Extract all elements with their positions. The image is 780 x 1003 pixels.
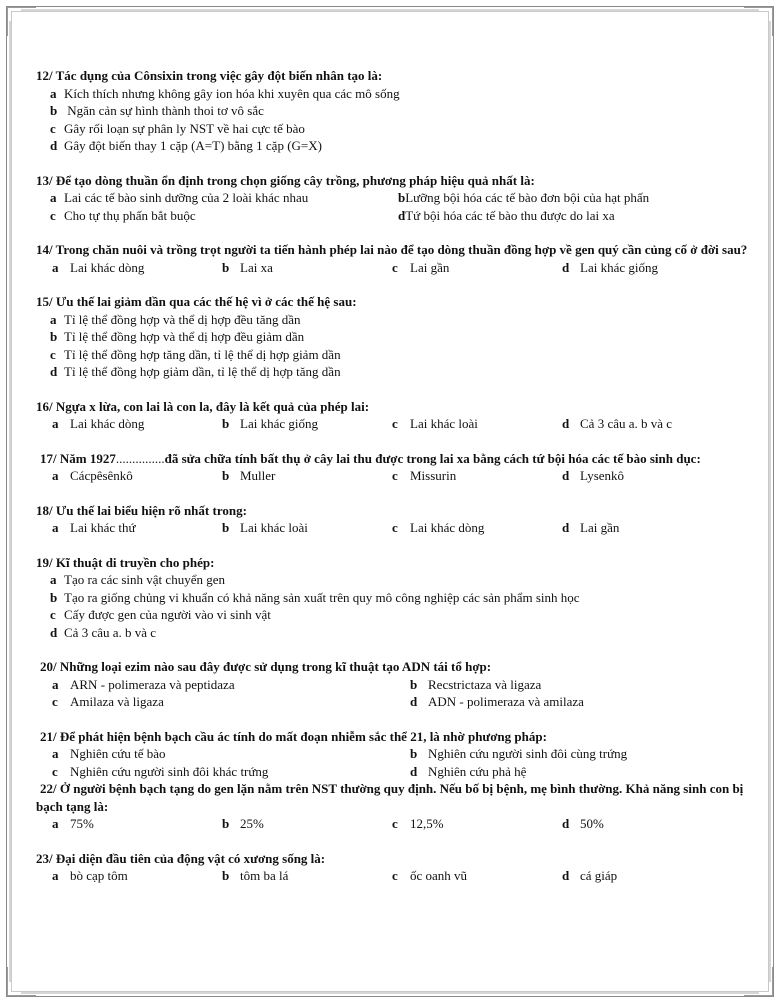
option-text: Tỉ lệ thể đồng hợp và thể dị hợp đều giảm dần [64, 329, 305, 344]
option-letter: c [50, 346, 56, 362]
question-15 [36, 293, 758, 381]
option-a[interactable] [36, 85, 758, 103]
option-a[interactable] [36, 571, 758, 589]
option-a[interactable] [36, 519, 206, 537]
option-letter: b [222, 259, 230, 275]
option-letter: d [562, 520, 570, 535]
blank-dots: ............... [115, 450, 165, 466]
option-b[interactable] [394, 676, 752, 694]
option-letter: d [50, 138, 58, 153]
question-21 [36, 728, 758, 781]
option-text: Lysenkô [580, 468, 625, 483]
option-a[interactable] [36, 815, 206, 833]
question-22 [36, 780, 758, 833]
option-b[interactable] [36, 589, 758, 607]
option-c[interactable] [36, 606, 758, 624]
option-text: Cấy được gen của người vào vi sinh vật [64, 607, 271, 622]
option-text: Lai gần [410, 259, 450, 275]
option-text: 75% [70, 816, 94, 831]
option-letter: b [50, 329, 58, 344]
option-letter: d [562, 468, 570, 483]
option-letter: b [222, 868, 230, 883]
question-title: 23/ Đại diện đầu tiên của động vật có xương sống là: [36, 850, 326, 866]
option-text: Kích thích nhưng không gây ion hóa khi xuyên qua các mô sống [64, 85, 400, 101]
option-text: Lai khác dòng [410, 520, 485, 535]
option-text: Tứ bội hóa các tế bào thu được do lai xa [405, 207, 615, 223]
question-17 [36, 450, 758, 485]
option-a[interactable] [36, 745, 394, 763]
option-c[interactable] [376, 415, 546, 433]
option-text: Lưỡng bội hóa các tế bào đơn bội của hạt phấn [405, 190, 650, 205]
option-d[interactable] [398, 207, 758, 225]
option-text: ốc oanh vũ [410, 868, 468, 883]
option-d[interactable] [394, 693, 752, 711]
border-edge [21, 9, 759, 11]
option-c[interactable] [376, 867, 546, 885]
question-title: 22/ Ở người bệnh bạch tạng do gen lặn nằm trên NST thường quy định. Nếu bố bị bệnh, mẹ bình thường. Khả năng sinh con bị bạch tạng là: [36, 781, 744, 814]
option-b[interactable] [206, 867, 376, 885]
option-text: Lai khác giống [580, 259, 658, 275]
title-part: đã sửa chữa tính bất thụ ở cây lai thu được trong lai xa bằng cách tứ bội hóa các tế bào sinh dục: [164, 450, 701, 466]
option-text: 25% [240, 816, 264, 831]
option-letter: b [222, 468, 230, 483]
option-letter: d [410, 763, 418, 779]
option-letter: b [222, 520, 230, 535]
title-part: 17/ Năm 1927 [40, 450, 116, 466]
option-letter: a [52, 468, 59, 483]
option-b[interactable] [36, 102, 758, 120]
option-letter: c [392, 416, 398, 431]
option-letter: d [562, 259, 570, 275]
option-letter: b [50, 103, 58, 118]
option-text: Muller [240, 468, 276, 483]
option-letter: d [50, 624, 58, 640]
option-d[interactable] [546, 467, 716, 485]
option-text: Lai khác dòng [70, 416, 145, 431]
option-text: Nghiên cứu người sinh đôi cùng trứng [428, 746, 628, 761]
question-title [36, 450, 758, 468]
border-edge [21, 992, 759, 994]
option-text: Tỉ lệ thể đồng hợp và thể dị hợp đều tăng dần [64, 311, 301, 327]
option-text: Ngăn cản sự hình thành thoi tơ vô sắc [64, 103, 264, 118]
option-letter: a [52, 676, 59, 692]
option-a[interactable] [36, 415, 206, 433]
option-text: bò cạp tôm [70, 868, 128, 883]
option-text: Gây đột biến thay 1 cặp (A=T) bằng 1 cặp (G=X) [64, 138, 322, 153]
option-text: Lai xa [240, 259, 273, 275]
question-title: 12/ Tác dụng của Cônsixin trong việc gây đột biến nhân tạo là: [36, 68, 383, 83]
option-letter: c [50, 607, 56, 622]
option-letter: a [50, 572, 57, 587]
option-c[interactable] [376, 259, 546, 277]
option-c[interactable] [376, 467, 546, 485]
question-title: 21/ Để phát hiện bệnh bạch cầu ác tính do mất đoạn nhiễm sắc thể 21, là nhờ phương pháp: [40, 728, 547, 744]
option-text: Tỉ lệ thể đồng hợp giảm dần, tỉ lệ thể dị hợp tăng dần [64, 364, 341, 379]
option-letter: c [50, 207, 56, 223]
option-text: 50% [580, 816, 604, 831]
question-list [36, 67, 758, 902]
option-letter: c [392, 520, 398, 535]
question-13 [36, 172, 758, 225]
option-letter: c [392, 868, 398, 883]
option-letter: c [52, 763, 58, 779]
option-text: Cho tự thụ phấn bắt buộc [64, 207, 196, 223]
option-d[interactable] [546, 415, 716, 433]
question-title: 13/ Để tạo dòng thuần ổn định trong chọn giống cây trồng, phương pháp hiệu quả nhất là: [36, 172, 535, 188]
question-title: 18/ Ưu thế lai biểu hiện rõ nhất trong: [36, 502, 247, 518]
option-letter: d [410, 694, 418, 709]
question-title: 19/ Kĩ thuật di truyền cho phép: [36, 554, 215, 570]
question-title: 16/ Ngựa x lừa, con lai là con la, đây là kết quả của phép lai: [36, 398, 370, 414]
option-d[interactable] [36, 137, 758, 155]
option-letter: c [392, 468, 398, 483]
option-letter: b [50, 589, 58, 605]
question-title: 20/ Những loại ezim nào sau đây được sử dụng trong kĩ thuật tạo ADN tái tổ hợp: [40, 659, 492, 674]
option-b[interactable] [206, 519, 376, 537]
option-text: Tạo ra các sinh vật chuyển gen [64, 572, 225, 587]
option-a[interactable] [36, 867, 206, 885]
option-letter: a [50, 85, 57, 101]
option-letter: b [410, 746, 418, 761]
option-a[interactable] [36, 259, 206, 277]
option-b[interactable] [206, 415, 376, 433]
question-title: 14/ Trong chăn nuôi và trồng trọt người ta tiến hành phép lai nào để tạo dòng thuần đồng hợp về gen quý cần củng cố ở đời sau? [36, 242, 748, 257]
option-text: Tạo ra giống chủng vi khuẩn có khả năng sản xuất trên quy mô công nghiệp các sản phẩm sinh học [64, 589, 580, 605]
option-letter: d [50, 364, 58, 379]
option-text: Lai khác giống [240, 416, 318, 431]
option-text: Lai khác dòng [70, 259, 145, 275]
question-19 [36, 554, 758, 642]
option-c[interactable] [376, 815, 546, 833]
option-letter: a [50, 311, 57, 327]
option-text: ARN - polimeraza và peptidaza [70, 676, 235, 692]
option-b[interactable] [36, 328, 758, 346]
option-text: Lai các tế bào sinh dưỡng của 2 loài khác nhau [64, 190, 309, 205]
option-letter: a [52, 816, 59, 831]
option-text: Lai khác thứ [70, 520, 136, 535]
option-d[interactable] [36, 363, 758, 381]
option-letter: d [562, 416, 570, 431]
option-text: Recstrictaza và ligaza [428, 676, 542, 692]
option-text: Nghiên cứu người sinh đôi khác trứng [70, 763, 269, 779]
option-letter: a [50, 190, 57, 205]
option-text: Lai khác loài [240, 520, 308, 535]
option-a[interactable] [36, 189, 398, 207]
option-letter: a [52, 416, 59, 431]
option-d[interactable] [36, 624, 758, 642]
option-letter: b [222, 816, 230, 831]
question-18 [36, 502, 758, 537]
option-text: Tỉ lệ thể đồng hợp tăng dần, tỉ lệ thể dị hợp giảm dần [64, 346, 341, 362]
option-c[interactable] [36, 120, 758, 138]
question-23 [36, 850, 758, 885]
option-letter: b [410, 676, 418, 692]
option-text: Lai gần [580, 520, 620, 535]
option-b[interactable] [206, 815, 376, 833]
option-text: Nghiên cứu phả hệ [428, 763, 527, 779]
option-b[interactable] [394, 745, 752, 763]
option-b[interactable] [206, 259, 376, 277]
question-16 [36, 398, 758, 433]
option-c[interactable] [36, 763, 394, 781]
option-letter: b [222, 416, 230, 431]
option-text: 12,5% [410, 816, 444, 831]
option-letter: c [52, 694, 58, 709]
option-d[interactable] [546, 867, 716, 885]
option-b[interactable] [398, 189, 758, 207]
option-letter: a [52, 868, 59, 883]
option-letter: c [392, 816, 398, 831]
option-d[interactable] [546, 259, 716, 277]
option-text: Cácpêsênkô [70, 468, 133, 483]
option-text: Missurin [410, 468, 457, 483]
option-letter: d [398, 207, 406, 223]
option-text: Gây rối loạn sự phân ly NST về hai cực tế bào [64, 120, 305, 136]
option-b[interactable] [206, 467, 376, 485]
option-letter: a [52, 259, 59, 275]
option-c[interactable] [36, 346, 758, 364]
option-text: Lai khác loài [410, 416, 478, 431]
option-a[interactable] [36, 311, 758, 329]
option-text: tôm ba lá [240, 868, 289, 883]
option-text: ADN - polimeraza và amilaza [428, 694, 584, 709]
option-c[interactable] [36, 693, 394, 711]
option-d[interactable] [546, 815, 716, 833]
option-a[interactable] [36, 676, 394, 694]
option-a[interactable] [36, 467, 206, 485]
option-letter: c [392, 259, 398, 275]
border-edge [9, 21, 11, 982]
question-20 [36, 658, 758, 711]
question-title: 15/ Ưu thế lai giảm dần qua các thế hệ vì ở các thế hệ sau: [36, 294, 357, 309]
border-corner [7, 7, 36, 36]
option-letter: d [562, 816, 570, 831]
option-text: Nghiên cứu tế bào [70, 746, 166, 761]
option-text: Amilaza và ligaza [70, 694, 164, 709]
option-letter: a [52, 520, 59, 535]
option-c[interactable] [376, 519, 546, 537]
option-text: cá giáp [580, 868, 618, 883]
option-letter: c [50, 120, 56, 136]
border-edge [769, 21, 771, 982]
question-12 [36, 67, 758, 155]
option-d[interactable] [394, 763, 752, 781]
option-text: Cả 3 câu a. b và c [64, 624, 157, 640]
option-d[interactable] [546, 519, 716, 537]
option-c[interactable] [36, 207, 398, 225]
question-14 [36, 241, 758, 276]
option-letter: a [52, 746, 59, 761]
option-text: Cả 3 câu a. b và c [580, 416, 673, 431]
option-letter: b [398, 190, 406, 205]
option-letter: d [562, 868, 570, 883]
